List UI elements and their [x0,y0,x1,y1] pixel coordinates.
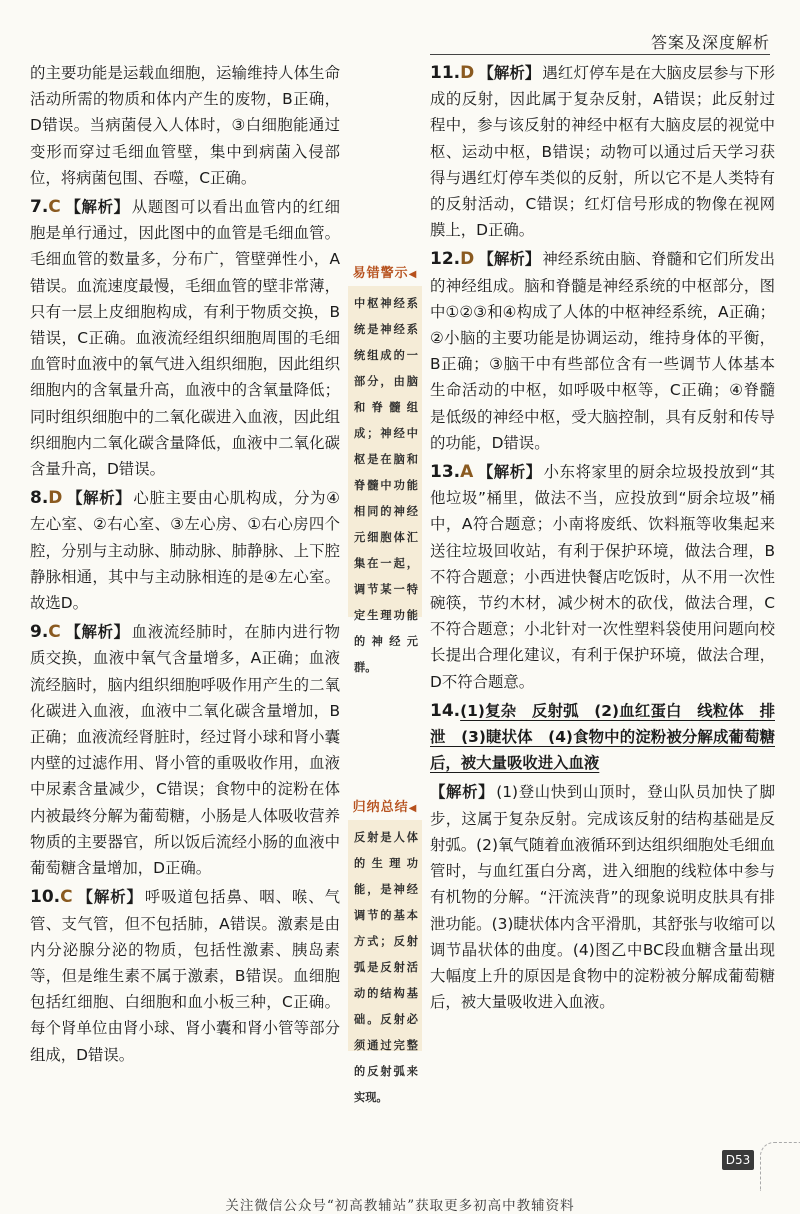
header-title: 答案及深度解析 [650,33,770,52]
question-13 [430,459,775,695]
note-body: 中枢神经系统是神经系统组成的一部分，由脑和脊髓组成；神经中枢是在脑和脊髓中功能相同的神经元细胞体汇集在一起，调节某一特定生理功能的神经元群。 [354,296,418,674]
summary-note [348,796,422,1104]
note-body: 反射是人体的生理功能，是神经调节的基本方式；反射弧是反射活动的结构基础。反射必须通过完整的反射弧来实现。 [354,830,418,1104]
question-14-answer [430,698,775,777]
left-column [30,60,340,1071]
question-number: 7. [30,197,49,218]
question-10 [30,884,340,1067]
question-number: 9. [30,622,49,643]
answer-letter: D [460,249,475,270]
answer-text: (1)复杂 反射弧 (2)血红蛋白 线粒体 排泄 (3)睫状体 (4)食物中的淀粉被分解成葡萄糖后，被大量吸收进入血液 [430,701,775,773]
analysis-tag: 【解析】 [478,64,541,82]
answer-letter: C [60,887,73,908]
analysis-tag: 【解析】 [478,250,541,269]
analysis-text: 呼吸道包括鼻、咽、喉、气管、支气管，但不包括肺，A错误。激素是由内分泌腺分泌的物质，包括性激素、胰岛素等，但是维生素不属于激素，B错误。血细胞包括红细胞、白细胞和血小板三种，C正确。每个肾单位由肾小球、肾小囊和肾小管等部分组成，D错误。 [30,888,340,1064]
analysis-text: 小东将家里的厨余垃圾投放到“其他垃圾”桶里，做法不当，应投放到“厨余垃圾”桶中，A符合题意；小南将废纸、饮料瓶等收集起来送往垃圾回收站，有利于保护环境，做法合理，B不符合题意；小西进快餐店吃饭时，从不用一次性碗筷，节约木材，减少树木的砍伐，做法合理，C不符合题意；小北针对一次性塑料袋使用问题向校长提出合理化建议，有利于保护环境，做法合理，D不符合题意。 [430,463,775,691]
question-number: 13. [430,462,461,483]
question-14-analysis [430,779,775,1015]
analysis-tag: 【解析】 [477,463,542,482]
arrow-icon: ◀ [408,803,418,814]
note-title-text: 归纳总结 [352,800,409,815]
note-title [348,262,422,286]
analysis-tag: 【解析】 [66,489,132,508]
question-number: 8. [30,488,49,509]
question-11 [430,60,775,243]
analysis-text: 血液流经肺时，在肺内进行物质交换，血液中氧气含量增多，A正确；血液流经脑时，脑内组织细胞呼吸作用产生的二氧化碳进入血液，血液中二氧化碳含量增加，B正确；血液流经肾脏时，经过肾小球和肾小囊内壁的过滤作用、肾小管的重吸收作用，血液中尿素含量减少，C错误；食物中的淀粉在体内被最终分解为葡萄糖，小肠是人体吸收营养物质的主要器官，所以饭后流经小肠的血液中葡萄糖含量增加，D正确。 [30,623,340,878]
page-number: D53 [722,1150,754,1170]
right-column [430,60,775,1018]
question-number: 12. [430,249,461,270]
note-title [348,796,422,820]
analysis-text: (1)登山快到山顶时，登山队员加快了脚步，这属于复杂反射。完成该反射的结构基础是反射弧。(2)氧气随着血液循环到达组织细胞处毛细血管时，与血红蛋白分离，进入细胞的线粒体中参与有机物的分解。“汗流浃背”的现象说明皮肤具有排泄功能。(3)睫状体内含平滑肌，其舒张与收缩可以调节晶状体的曲度。(4)图乙中BC段血糖含量出现大幅度上升的原因是食物中的淀粉被分解成葡萄糖后，被大量吸收进入血液。 [430,783,776,1012]
answer-letter: D [48,488,63,509]
analysis-tag: 【解析】 [430,783,495,802]
answer-letter: D [460,63,475,83]
question-number: 10. [30,887,61,908]
analysis-text: 神经系统由脑、脊髓和它们所发出的神经组成。脑和脊髓是神经系统的中枢部分，图中①②③和④构成了人体的中枢神经系统，A正确；②小脑的主要功能是协调运动，维持身体的平衡，B正确；③脑干中有些部位含有一些调节人体基本生命活动的中枢，如呼吸中枢等，C正确；④脊髓是低级的神经中枢，受大脑控制，具有反射和传导的功能，D错误。 [430,250,775,452]
page-curl-decoration [760,1142,800,1191]
question-8 [30,485,340,616]
note-title-text: 易错警示 [352,266,409,281]
answer-letter: C [48,197,61,218]
question-12 [430,246,775,456]
answer-letter: C [48,622,61,643]
analysis-tag: 【解析】 [64,198,130,217]
question-7 [30,194,340,482]
question-number: 14. [430,700,461,721]
analysis-tag: 【解析】 [76,888,143,907]
arrow-icon: ◀ [408,269,418,280]
question-9 [30,619,340,881]
continuation-paragraph: 的主要功能是运载血细胞，运输维持人体生命活动所需的物质和体内产生的废物，B正确，D错误。当病菌侵入人体时，③白细胞能通过变形而穿过毛细血管壁，集中到病菌入侵部位，将病菌包围、吞噬，C正确。 [30,64,340,187]
page-header [430,30,770,55]
question-number: 11. [430,63,461,83]
analysis-text: 遇红灯停车是在大脑皮层参与下形成的反射，因此属于复杂反射，A错误；此反射过程中，参与该反射的神经中枢有大脑皮层的视觉中枢、运动中枢，B错误；动物可以通过后天学习获得与遇红灯停车类似的反射，所以它不是人类特有的反射活动，C错误；红灯信号形成的物像在视网膜上，D正确。 [430,64,775,240]
answer-letter: A [460,462,474,483]
footer-note: 关注微信公众号“初高教辅站”获取更多初高中教辅资料 [225,1198,575,1214]
error-warning-note [348,262,422,674]
analysis-text: 从题图可以看出血管内的红细胞是单行通过，因此图中的血管是毛细血管。毛细血管的数量多，分布广，管壁弹性小，A错误。血流速度最慢，毛细血管的壁非常薄，只有一层上皮细胞构成，有利于物质交换，B错误，C正确。血液流经组织细胞周围的毛细血管时血液中的氧气进入组织细胞，因此组织细胞内的含氧量升高，血液中的含氧量降低；同时组织细胞中的二氧化碳进入血液，因此组织细胞内二氧化碳含量降低，血液中二氧化碳含量升高，D错误。 [30,198,340,479]
analysis-tag: 【解析】 [64,623,130,642]
analysis-text: 心脏主要由心肌构成，分为④左心室、②右心室、③左心房、①右心房四个腔，分别与主动脉、肺动脉、肺静脉、上下腔静脉相通，其中与主动脉相连的是④左心室。故选D。 [30,489,340,613]
